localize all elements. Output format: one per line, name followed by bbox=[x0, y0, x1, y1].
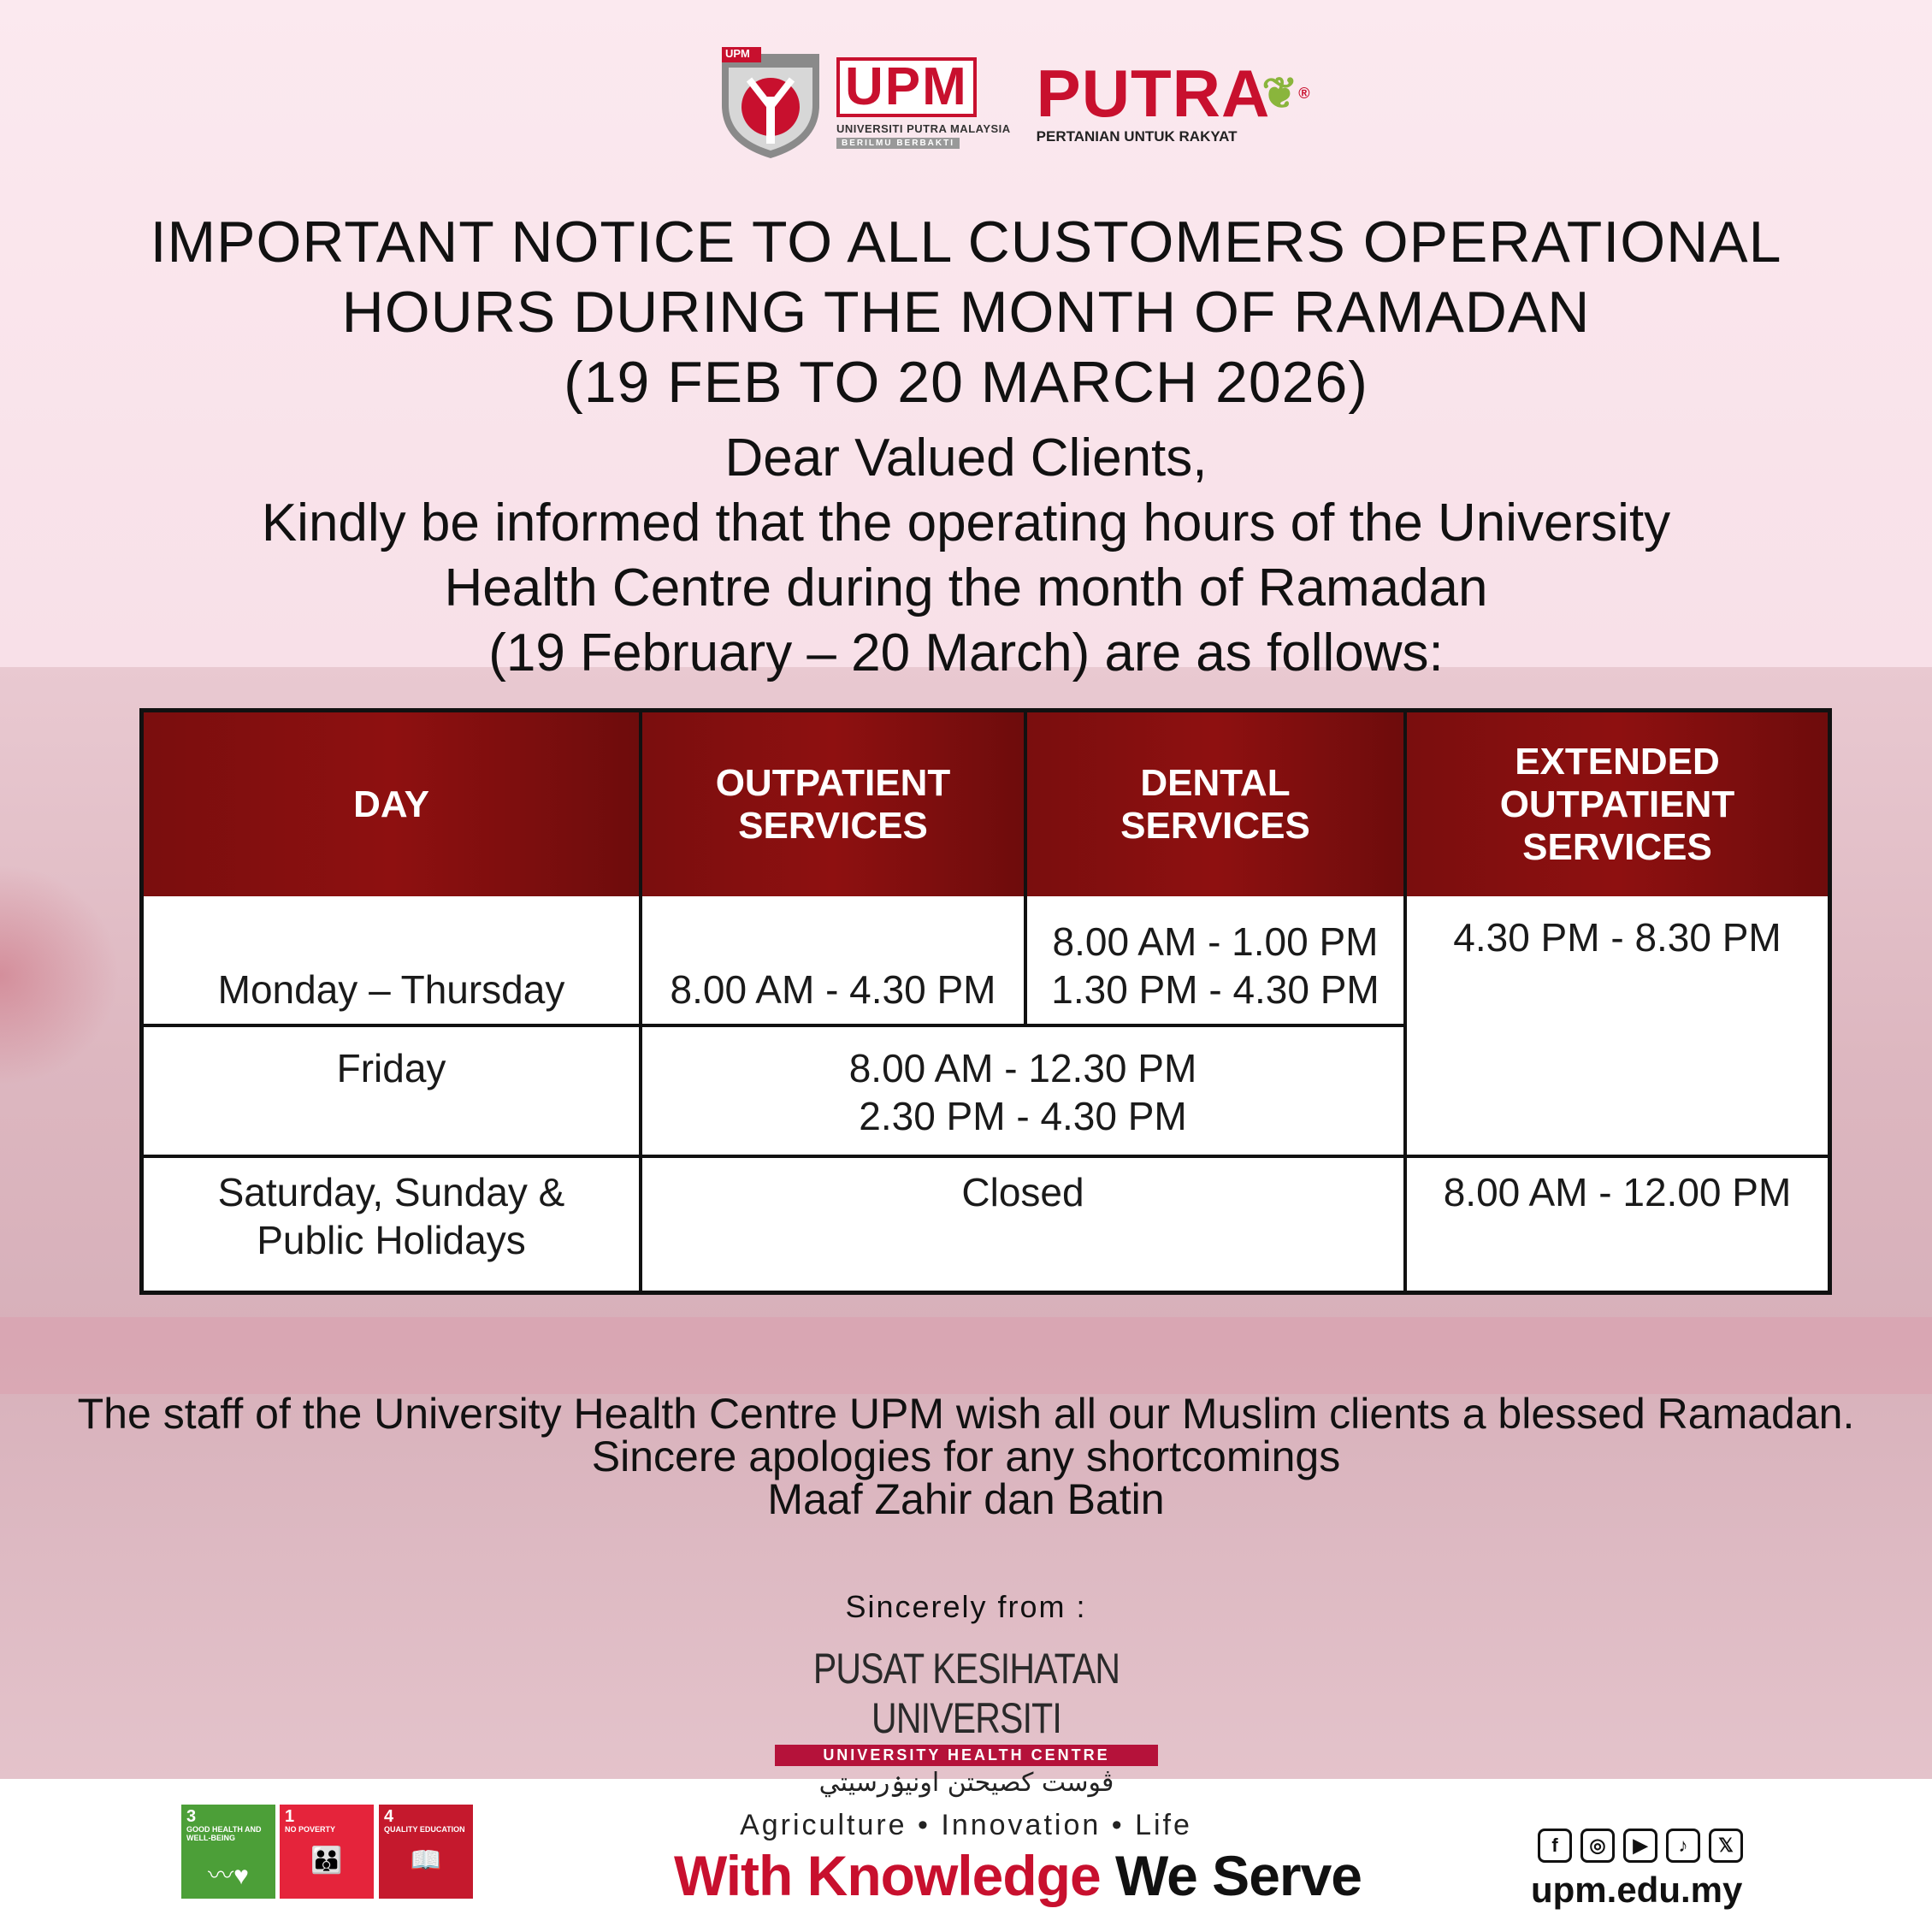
registered-mark: ® bbox=[1298, 85, 1311, 102]
motto-black: We Serve bbox=[1100, 1844, 1362, 1907]
row1-dental bbox=[1027, 896, 1407, 1027]
sdg-4-number: 4 bbox=[384, 1807, 394, 1826]
closing-line-3: Maaf Zahir dan Batin bbox=[767, 1475, 1165, 1523]
row1-outpatient bbox=[642, 896, 1027, 1027]
row3-day-line-2: Public Holidays bbox=[257, 1218, 526, 1262]
row1-extended-hours: 4.30 PM - 8.30 PM bbox=[1453, 915, 1781, 960]
health-centre-band: UNIVERSITY HEALTH CENTRE bbox=[775, 1745, 1158, 1766]
upm-badge-text: UPM bbox=[725, 46, 750, 60]
background-blur-sign bbox=[0, 864, 120, 1086]
header-outpatient-line-2: SERVICES bbox=[738, 804, 928, 847]
book-icon: 📖 bbox=[410, 1846, 442, 1875]
wheat-icon: ❦ bbox=[1261, 69, 1299, 117]
tiktok-icon[interactable]: ♪ bbox=[1666, 1829, 1700, 1863]
sdg-3-label: GOOD HEALTH AND WELL-BEING bbox=[186, 1825, 262, 1842]
closing-message bbox=[17, 1392, 1915, 1521]
closing-line-1: The staff of the University Health Centre UPM wish all our Muslim clients a blessed Ramadan. bbox=[77, 1390, 1855, 1438]
row3-day bbox=[144, 1158, 642, 1291]
row1-day-label: Monday – Thursday bbox=[217, 967, 565, 1012]
title-line-3: (19 FEB TO 20 MARCH 2026) bbox=[564, 350, 1368, 415]
facebook-icon[interactable]: f bbox=[1538, 1829, 1572, 1863]
row2-combined bbox=[642, 1027, 1407, 1158]
putra-subtitle: PERTANIAN UNTUK RAKYAT bbox=[1036, 128, 1238, 145]
intro-text bbox=[34, 426, 1898, 686]
x-icon[interactable]: 𝕏 bbox=[1709, 1829, 1743, 1863]
header-day-label: DAY bbox=[353, 783, 429, 825]
hours-table bbox=[139, 708, 1832, 1295]
title-line-2: HOURS DURING THE MONTH OF RAMADAN bbox=[341, 280, 1591, 345]
header-extended bbox=[1407, 712, 1828, 896]
sdg-4-label: QUALITY EDUCATION bbox=[384, 1825, 465, 1834]
upm-shield-logo bbox=[715, 45, 826, 161]
header-logos bbox=[715, 43, 1311, 162]
row1-dental-hours-1: 8.00 AM - 1.00 PM bbox=[1052, 919, 1379, 964]
intro-line-3: Health Centre during the month of Ramadan bbox=[444, 558, 1488, 617]
row2-day bbox=[144, 1027, 642, 1158]
sdg-1-number: 1 bbox=[285, 1807, 295, 1826]
youtube-icon[interactable]: ▶ bbox=[1623, 1829, 1657, 1863]
intro-line-4: (19 February – 20 March) are as follows: bbox=[488, 623, 1444, 682]
upm-shield-icon bbox=[715, 45, 826, 161]
title-line-1: IMPORTANT NOTICE TO ALL CUSTOMERS OPERATIONAL bbox=[150, 210, 1782, 275]
family-icon: 👪 bbox=[310, 1846, 343, 1875]
footer-tagline: Agriculture • Innovation • Life bbox=[740, 1809, 1192, 1841]
upm-motto: BERILMU BERBAKTI bbox=[836, 138, 960, 149]
putra-wordmark bbox=[1036, 56, 1311, 131]
health-centre-jawi: ڤوست کصيحتن اونيۏرسيتي bbox=[818, 1768, 1114, 1798]
row3-combined bbox=[642, 1158, 1407, 1291]
motto-red: With Knowledge bbox=[673, 1844, 1101, 1907]
header-outpatient bbox=[642, 712, 1027, 896]
row1-dental-hours-2: 1.30 PM - 4.30 PM bbox=[1051, 967, 1380, 1012]
row2-day-label: Friday bbox=[336, 1046, 446, 1090]
upm-subtitle: UNIVERSITI PUTRA MALAYSIA bbox=[836, 121, 1011, 135]
header-extended-line-3: SERVICES bbox=[1522, 825, 1712, 868]
footer-motto bbox=[599, 1843, 1437, 1908]
putra-word: PUTRA bbox=[1036, 56, 1271, 131]
row1-outpatient-hours: 8.00 AM - 4.30 PM bbox=[670, 967, 996, 1012]
closing-line-2: Sincere apologies for any shortcomings bbox=[591, 1433, 1341, 1480]
header-extended-line-2: OUTPATIENT bbox=[1499, 783, 1735, 825]
row1-2-extended bbox=[1407, 896, 1828, 1158]
row3-closed: Closed bbox=[961, 1170, 1084, 1214]
heartbeat-icon: 〰♥ bbox=[208, 1862, 249, 1890]
row2-hours-1: 8.00 AM - 12.30 PM bbox=[848, 1046, 1197, 1090]
header-dental bbox=[1027, 712, 1407, 896]
row3-extended bbox=[1407, 1158, 1828, 1291]
website-link[interactable]: upm.edu.my bbox=[1531, 1870, 1743, 1910]
background-blur-bar bbox=[0, 1317, 1932, 1394]
notice-title bbox=[34, 207, 1898, 417]
upm-word: UPM bbox=[836, 57, 977, 117]
instagram-icon[interactable]: ◎ bbox=[1580, 1829, 1615, 1863]
row1-day bbox=[144, 896, 642, 1027]
intro-line-1: Dear Valued Clients, bbox=[724, 428, 1208, 487]
header-dental-line-2: SERVICES bbox=[1120, 804, 1310, 847]
health-centre-name: PUSAT KESIHATAN UNIVERSITI bbox=[812, 1645, 1120, 1742]
row2-hours-2: 2.30 PM - 4.30 PM bbox=[859, 1094, 1187, 1138]
sincerely-label: Sincerely from : bbox=[845, 1589, 1087, 1624]
sdg-3-number: 3 bbox=[186, 1807, 197, 1826]
header-dental-line-1: DENTAL bbox=[1140, 761, 1291, 804]
upm-wordmark bbox=[836, 57, 1011, 149]
row3-extended-hours: 8.00 AM - 12.00 PM bbox=[1443, 1170, 1792, 1214]
intro-line-2: Kindly be informed that the operating hours of the University bbox=[261, 493, 1671, 552]
sdg-1-label: NO POVERTY bbox=[285, 1825, 336, 1834]
health-centre-logo bbox=[770, 1644, 1163, 1798]
header-outpatient-line-1: OUTPATIENT bbox=[715, 761, 951, 804]
social-icons bbox=[1538, 1829, 1743, 1863]
header-day bbox=[144, 712, 642, 896]
header-extended-line-1: EXTENDED bbox=[1515, 740, 1720, 783]
row3-day-line-1: Saturday, Sunday & bbox=[217, 1170, 565, 1214]
putra-logo bbox=[1036, 56, 1311, 145]
